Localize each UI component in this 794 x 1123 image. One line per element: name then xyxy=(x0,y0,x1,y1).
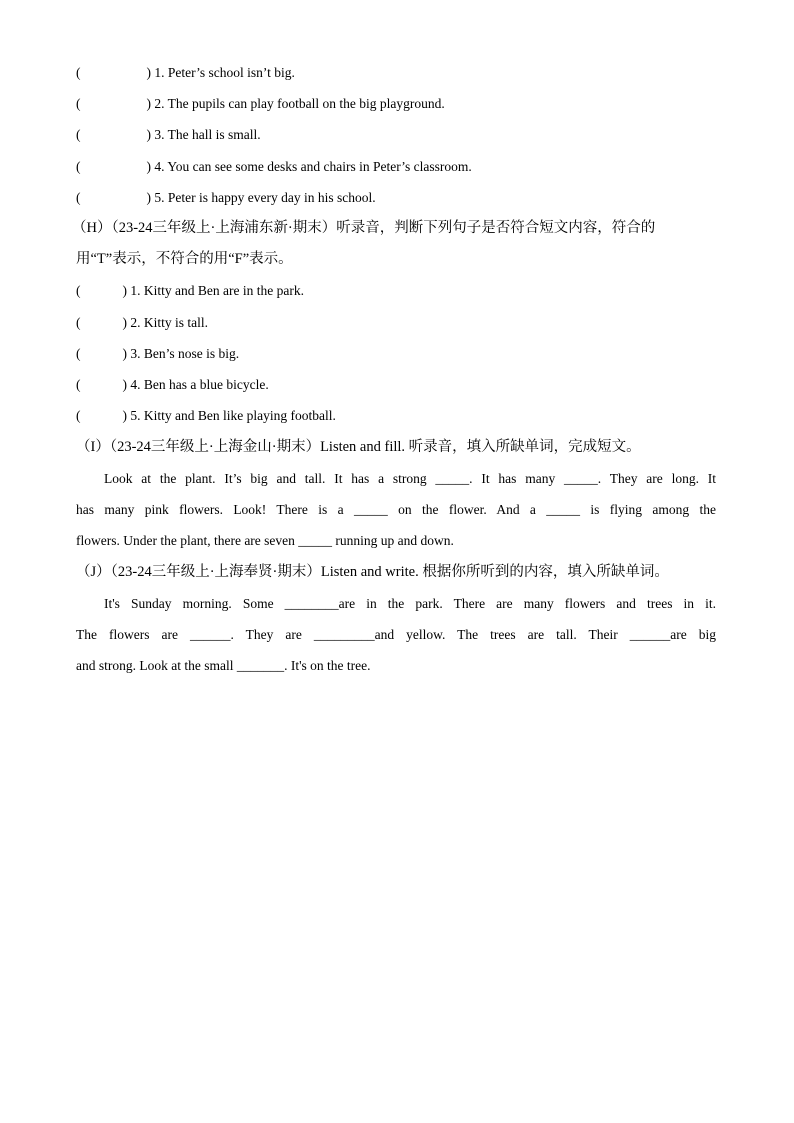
question-text: 5. Kitty and Ben like playing football. xyxy=(130,408,336,423)
h-question-1 xyxy=(76,282,716,300)
answer-paren-close: ) xyxy=(146,127,151,142)
answer-paren-close: ) xyxy=(122,408,127,423)
answer-paren-open: ( xyxy=(76,190,81,205)
answer-paren-open: ( xyxy=(76,377,81,392)
h-question-3 xyxy=(76,345,716,363)
question-text: 3. The hall is small. xyxy=(154,127,261,142)
g-question-3 xyxy=(76,126,716,144)
answer-paren-open: ( xyxy=(76,127,81,142)
question-text: 3. Ben’s nose is big. xyxy=(130,346,240,361)
section-i-passage-line-2: has many pink flowers. Look! There is a _____ on the flower. And a _____ is flying among the xyxy=(76,502,716,517)
answer-paren-open: ( xyxy=(76,159,81,174)
section-j-heading: （J）（23-24三年级上·上海奉贤·期末）Listen and write. 根据你所听到的内容，填入所缺单词。 xyxy=(76,564,669,580)
question-text: 4. Ben has a blue bicycle. xyxy=(130,377,269,392)
question-text: 4. You can see some desks and chairs in Peter’s classroom. xyxy=(154,159,472,174)
section-i-passage-line-3: flowers. Under the plant, there are seven _____ running up and down. xyxy=(76,533,454,548)
section-h-heading-line1: （H）（23-24三年级上·上海浦东新·期末）听录音，判断下列句子是否符合短文内容，符合的 xyxy=(72,220,656,236)
question-text: 1. Kitty and Ben are in the park. xyxy=(130,283,304,298)
answer-paren-open: ( xyxy=(76,96,81,111)
answer-paren-close: ) xyxy=(146,190,151,205)
section-j-passage-line-3: and strong. Look at the small _______. It's on the tree. xyxy=(76,658,371,673)
section-i-heading: （I）（23-24三年级上·上海金山·期末）Listen and fill. 听录音，填入所缺单词，完成短文。 xyxy=(76,439,641,455)
answer-paren-open: ( xyxy=(76,65,81,80)
question-text: 5. Peter is happy every day in his school. xyxy=(154,190,376,205)
answer-paren-open: ( xyxy=(76,315,81,330)
answer-paren-close: ) xyxy=(122,283,127,298)
answer-paren-close: ) xyxy=(122,346,127,361)
answer-paren-close: ) xyxy=(122,377,127,392)
answer-paren-close: ) xyxy=(122,315,127,330)
section-i-passage-line-1: Look at the plant. It’s big and tall. It has a strong _____. It has many _____. They are long. It xyxy=(104,471,716,486)
answer-paren-open: ( xyxy=(76,408,81,423)
question-text: 2. The pupils can play football on the big playground. xyxy=(154,96,445,111)
g-question-2 xyxy=(76,95,716,113)
section-j-passage-line-1: It's Sunday morning. Some ________are in the park. There are many flowers and trees in it. xyxy=(104,596,716,611)
section-h-heading-line2: 用“T”表示，不符合的用“F”表示。 xyxy=(76,251,293,267)
answer-paren-close: ) xyxy=(146,65,151,80)
answer-paren-close: ) xyxy=(146,159,151,174)
answer-paren-open: ( xyxy=(76,346,81,361)
g-question-1 xyxy=(76,64,716,82)
answer-paren-close: ) xyxy=(146,96,151,111)
h-question-2 xyxy=(76,314,716,332)
question-text: 2. Kitty is tall. xyxy=(130,315,208,330)
g-question-4 xyxy=(76,158,716,176)
h-question-4 xyxy=(76,376,716,394)
question-text: 1. Peter’s school isn’t big. xyxy=(154,65,295,80)
g-question-5 xyxy=(76,189,716,207)
answer-paren-open: ( xyxy=(76,283,81,298)
h-question-5 xyxy=(76,407,716,425)
section-j-passage-line-2: The flowers are ______. They are _________and yellow. The trees are tall. Their ______are big xyxy=(76,627,716,642)
